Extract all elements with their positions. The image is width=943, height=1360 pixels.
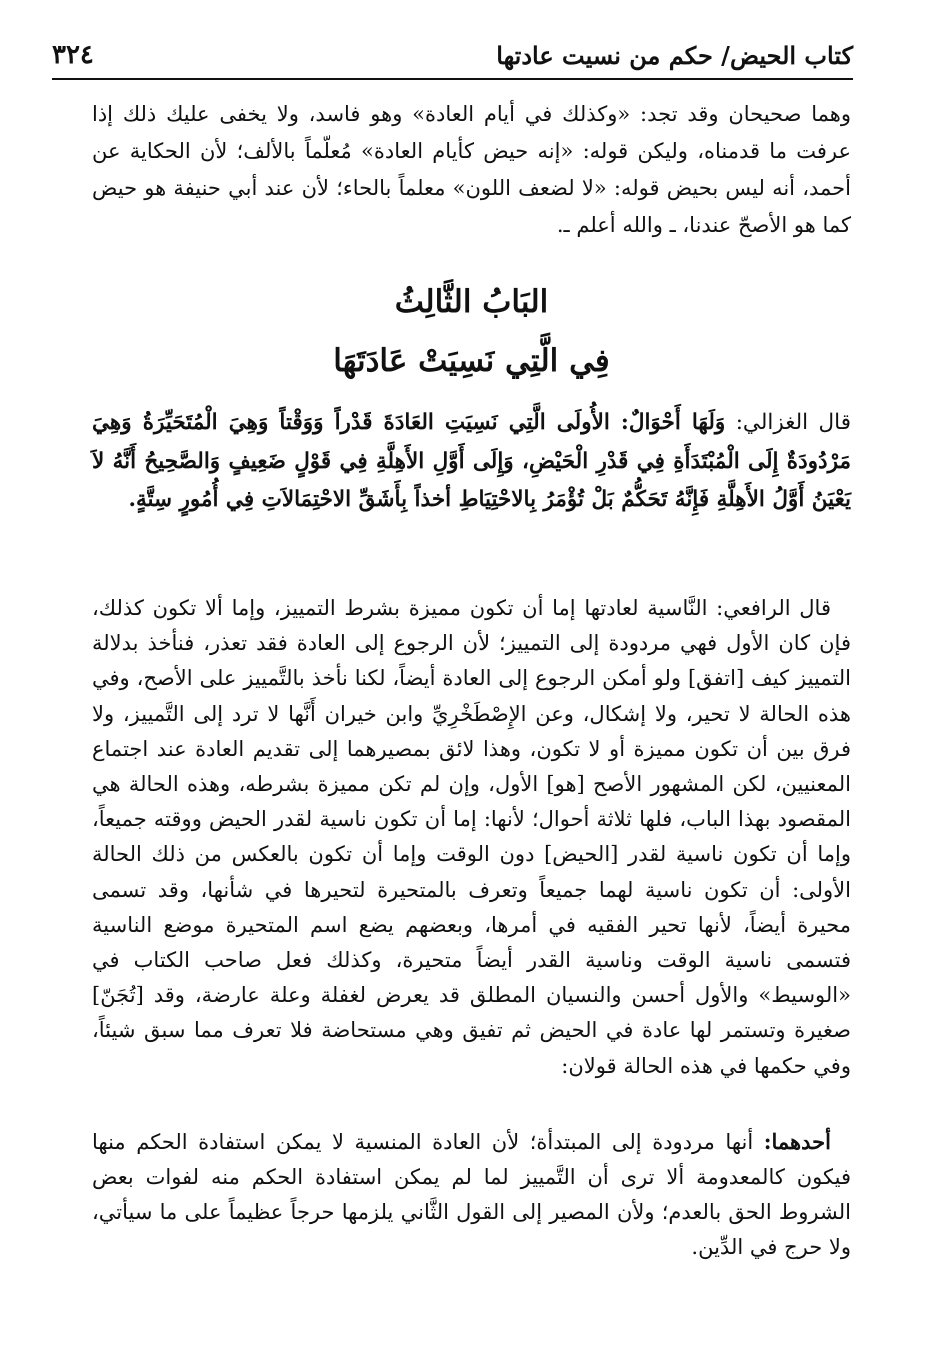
rafii-paragraph <box>92 591 851 1084</box>
running-title: كتاب الحيض/ حكم من نسيت عادتها <box>496 40 853 70</box>
first-opinion-section <box>92 1124 851 1265</box>
rafii-text: النَّاسية لعادتها إما أن تكون مميزة بشرط التمييز، وإما ألا تكون كذلك، فإن كان الأول فهي مردودة إلى التمييز؛ لأن الرجوع إلى العادة فقد تعذر، فنأخذ بدلالة التمييز كيف [اتفق] ولو أمكن الرجوع إلى العادة أيضاً، لكنا نأخذ بالتَّمييز على الأصح، وفي هذه الحالة لا تحير، ولا إشكال، وعن الإِصْطَخْرِيِّ وابن خيران أَنَّها لا ترد إلى التَّمييز، ولا فرق بين أن تكون مميزة أو لا تكون، وهذا لائق بمصيرهما إلى تقديم العادة عند اجتماع المعنيين، لكن المشهور الأصح [هو] الأول، وإن لم تكن مميزة بشرطه، وهذه الحالة هي المقصود بهذا الباب، فلها ثلاثة أحوال؛ لأنها: إما أن تكون ناسية لقدر الحيض ووقته جميعاً، وإما أن تكون ناسية لقدر [الحيض] دون الوقت وإما أن تكون بالعكس من ذلك الحالة الأولى: أن تكون ناسية لهما جميعاً وتعرف بالمتحيرة لتحيرها في شأنها، وقد تسمى محيرة أيضاً، لأنها تحير الفقيه في أمرها، وبعضهم يضع اسم المتحيرة موضع الناسية فتسمى ناسية الوقت وناسية القدر أيضاً متحيرة، وكذلك فعل صاحب الكتاب في «الوسيط» والأول أحسن والنسيان المطلق قد يعرض لغفلة وعلة عارضة، وقد [تُجَنّ] صغيرة وتستمر لها عادة في الحيض ثم تفيق وهي مستحاضة فلا تعرف مما سبق شيئاً، وفي حكمها في هذه الحالة قولان: <box>92 596 851 1078</box>
rafii-section <box>92 591 851 1084</box>
intro-paragraph: وهما صحيحان وقد تجد: «وكذلك في أيام العادة» وهو فاسد، ولا يخفى عليك ذلك إذا عرفت ما قدمناه، وليكن قوله: «إنه حيض كأيام العادة» مُعلّماً بالألف؛ لأن الحكاية عن أحمد، أنه ليس بحيض قوله: «لا لضعف اللون» معلماً بالحاء؛ لأن عند أبي حنيفة هو حيض كما هو الأصحّ عندنا، ـ والله أعلم ـ. <box>92 102 851 237</box>
rafii-label: قال الرافعي: <box>716 596 831 620</box>
page-header <box>52 32 853 80</box>
chapter-heading: البَابُ الثَّالِثُ <box>394 284 549 320</box>
first-opinion-text: أنها مردودة إلى المبتدأة؛ لأن العادة المنسية لا يمكن استفادة الحكم منها فيكون كالمعدومة ألا ترى أن التَّمييز لما لم يمكن استفادة الحكم منه لفوات بعض الشروط الحق بالعدم؛ ولأن المصير إلى القول الثَّاني يلزمها حرجاً عظيماً على ما سيأتي، ولا حرج في الدِّين. <box>92 1130 851 1259</box>
page-number: ٣٢٤ <box>52 40 94 70</box>
ghazali-paragraph <box>92 404 851 520</box>
first-opinion-paragraph <box>92 1124 851 1265</box>
ghazali-label: قال الغزالي: <box>735 410 852 435</box>
ghazali-text: وَلَهَا أَحْوَالٌ: الأُولَى الَّتِي نَسِيَتِ العَادَةَ قَدْراً وَوَقْتاً وَهِيَ الْمُتَحَيِّرَةُ وَهِيَ مَرْدُودَةٌ إِلَى الْمُبْتَدَأَةِ فِي قَدْرِ الْحَيْضِ، وَإِلَى أَوَّلِ الأَهِلَّةِ فِي قَوْلٍ ضَعِيفٍ وَالصَّحِيحُ أَنَّهُ لاَ يَعْيَنُ أَوَّلُ الأَهِلَّةِ فَإِنَّهُ تَحَكُّمٌ بَلْ تُؤْمَرُ بِالاحْتِيَاطِ أخذاً بِأَشَقِّ الاحْتِمَالاَتِ فِي أُمُورٍ سِتَّةٍ. <box>92 410 851 512</box>
intro-section <box>92 96 851 244</box>
chapter-subheading: فِي الَّتِي نَسِيَتْ عَادَتَهَا <box>333 343 610 379</box>
ghazali-section <box>92 404 851 520</box>
first-opinion-label: أحدهما: <box>763 1129 831 1154</box>
